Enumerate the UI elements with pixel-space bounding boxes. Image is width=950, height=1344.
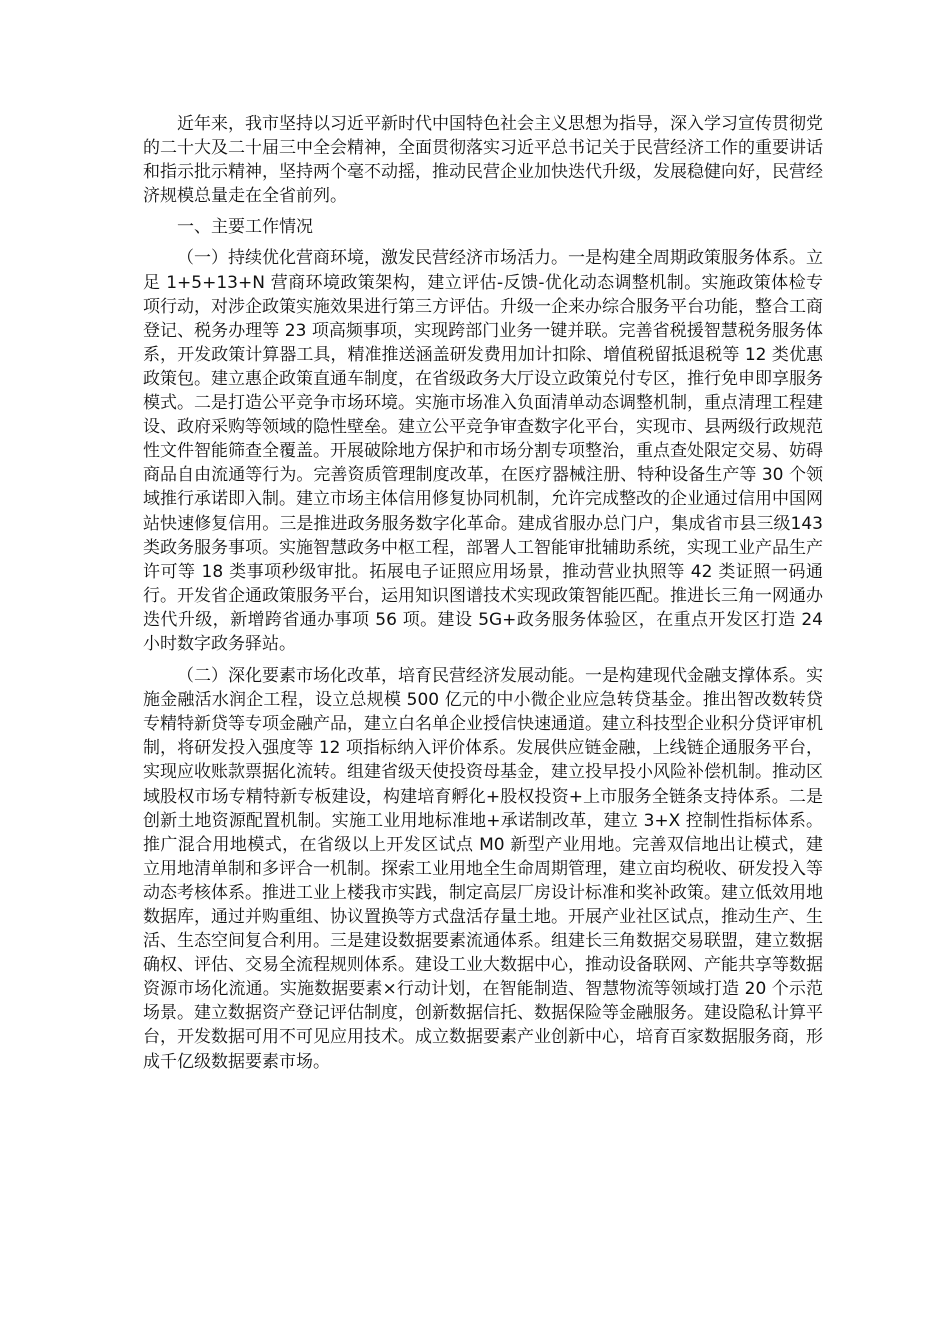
document-page bbox=[143, 112, 823, 1074]
section-heading: 一、主要工作情况 bbox=[177, 217, 313, 238]
intro-paragraph: 近年来，我市坚持以习近平新时代中国特色社会主义思想为指导，深入学习宣传贯彻党的二十大及二十届三中全会精神，全面贯彻落实习近平总书记关于民营经济工作的重要讲话和指示批示精神，坚持两个毫不动摇，推动民营企业加快迭代升级，发展稳健向好，民营经济规模总量走在全省前列。 bbox=[143, 114, 823, 207]
body-paragraph-2: （二）深化要素市场化改革，培育民营经济发展动能。一是构建现代金融支撑体系。实施金融活水润企工程，设立总规模 500 亿元的中小微企业应急转贷基金。推出智改数转贷专精特新贷等专项金融产品，建立白名单企业授信快速通道。建立科技型企业积分贷评审机制，将研发投入强度等 12 项指标纳入评价体系。发展供应链金融，上线链企通服务平台，实现应收账款票据化流转。组建省级天使投资母基金，建立投早投小风险补偿机制。推动区域股权市场专精特新专板建设，构建培育孵化+股权投资+上市服务全链条支持体系。二是创新土地资源配置机制。实施工业用地标准地+承诺制改革，建立 3+X 控制性指标体系。推广混合用地模式，在省级以上开发区试点 M0 新型产业用地。完善双信地出让模式，建立用地清单制和多评合一机制。探索工业用地全生命周期管理，建立亩均税收、研发投入等动态考核体系。推进工业上楼我市实践，制定高层厂房设计标准和奖补政策。建立低效用地数据库，通过并购重组、协议置换等方式盘活存量土地。开展产业社区试点，推动生产、生活、生态空间复合利用。三是建设数据要素流通体系。组建长三角数据交易联盟，建立数据确权、评估、交易全流程规则体系。建设工业大数据中心，推动设备联网、产能共享等数据资源市场化流通。实施数据要素×行动计划，在智能制造、智慧物流等领域打造 20 个示范场景。建立数据资产登记评估制度，创新数据信托、数据保险等金融服务。建设隐私计算平台，开发数据可用不可见应用技术。成立数据要素产业创新中心，培育百家数据服务商，形成千亿级数据要素市场。 bbox=[143, 666, 823, 1072]
body-paragraph-1: （一）持续优化营商环境，激发民营经济市场活力。一是构建全周期政策服务体系。立足 1+5+13+N 营商环境政策架构，建立评估-反馈-优化动态调整机制。实施政策体检专项行动，对涉企政策实施效果进行第三方评估。升级一企来办综合服务平台功能，整合工商登记、税务办理等 23 项高频事项，实现跨部门业务一键并联。完善省税援智慧税务服务体系，开发政策计算器工具，精准推送涵盖研发费用加计扣除、增值税留抵退税等 12 类优惠政策包。建立惠企政策直通车制度，在省级政务大厅设立政策兑付专区，推行免申即享服务模式。二是打造公平竞争市场环境。实施市场准入负面清单动态调整机制，重点清理工程建设、政府采购等领域的隐性壁垒。建立公平竞争审查数字化平台，实现市、县两级行政规范性文件智能筛查全覆盖。开展破除地方保护和市场分割专项整治，重点查处限定交易、妨碍商品自由流通等行为。完善资质管理制度改革，在医疗器械注册、特种设备生产等 30 个领域推行承诺即入制。建立市场主体信用修复协同机制，允许完成整改的企业通过信用中国网站快速修复信用。三是推进政务服务数字化革命。建成省服办总门户，集成省市县三级143 类政务服务事项。实施智慧政务中枢工程，部署人工智能审批辅助系统，实现工业产品生产许可等 18 类事项秒级审批。拓展电子证照应用场景，推动营业执照等 42 类证照一码通行。开发省企通政策服务平台，运用知识图谱技术实现政策智能匹配。推进长三角一网通办迭代升级，新增跨省通办事项 56 项。建设 5G+政务服务体验区，在重点开发区打造 24 小时数字政务驿站。 bbox=[143, 248, 823, 654]
